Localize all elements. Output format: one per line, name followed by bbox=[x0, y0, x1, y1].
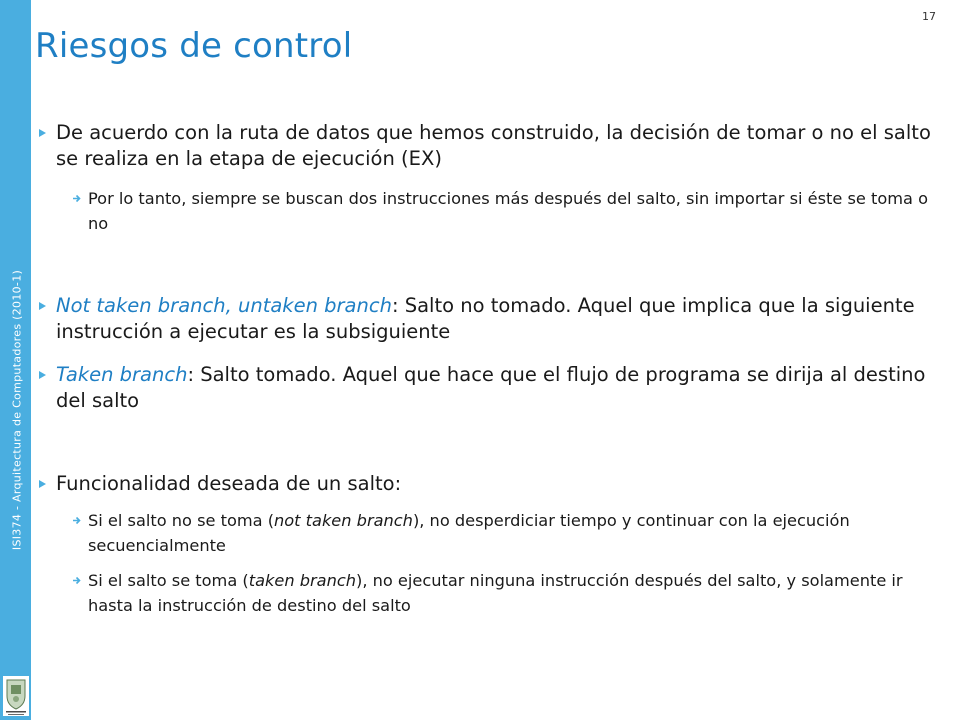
slide-number: 17 bbox=[922, 10, 936, 23]
sub-bullet-arrow-icon bbox=[72, 194, 81, 203]
bullet-1-sub bbox=[88, 186, 933, 236]
bullet-2 bbox=[56, 293, 936, 345]
bullet-3 bbox=[56, 362, 936, 414]
bullet-4-sub-1-term: not taken branch bbox=[274, 511, 413, 530]
bullet-arrow-icon bbox=[39, 129, 46, 137]
bullet-4-sub-1-text-a: Si el salto no se toma ( bbox=[88, 511, 275, 530]
bullet-4 bbox=[56, 471, 936, 497]
bullet-2-term: Not taken branch, untaken branch bbox=[56, 294, 392, 317]
sub-bullet-arrow-icon bbox=[72, 516, 81, 525]
bullet-arrow-icon bbox=[39, 371, 46, 379]
bullet-4-sub-2-text-b: ), no ejecutar ninguna instrucción después del salto, y solamente ir hasta la instrucción de destino del salto bbox=[88, 571, 903, 615]
bullet-4-sub-1-text-b: ), no desperdiciar tiempo y continuar con la ejecución secuencialmente bbox=[88, 511, 850, 555]
bullet-1 bbox=[56, 120, 936, 172]
bullet-3-text: : Salto tomado. Aquel que hace que el flujo de programa se dirija al destino del salto bbox=[56, 363, 926, 412]
bullet-arrow-icon bbox=[39, 480, 46, 488]
bullet-2-text: : Salto no tomado. Aquel que implica que la siguiente instrucción a ejecutar es la subsiguiente bbox=[56, 294, 915, 343]
bullet-4-sub-2-term: taken branch bbox=[248, 571, 356, 590]
bullet-3-term: Taken branch bbox=[56, 363, 188, 386]
bullet-4-sub-2-text-a: Si el salto se toma ( bbox=[88, 571, 249, 590]
bullet-4-sub-1 bbox=[88, 508, 933, 558]
bullet-1-sub-text: Por lo tanto, siempre se buscan dos instrucciones más después del salto, sin importar si éste se toma o no bbox=[88, 189, 929, 233]
course-label: ISI374 - Arquitectura de Computadores (2010-1) bbox=[10, 269, 24, 551]
slide-title: Riesgos de control bbox=[35, 26, 353, 66]
bullet-1-text: De acuerdo con la ruta de datos que hemos construido, la decisión de tomar o no el salto se realiza en la etapa de ejecución (EX) bbox=[56, 121, 931, 170]
bullet-4-sub-2 bbox=[88, 568, 933, 618]
bullet-arrow-icon bbox=[39, 302, 46, 310]
sub-bullet-arrow-icon bbox=[72, 576, 81, 585]
bullet-4-text: Funcionalidad deseada de un salto: bbox=[56, 472, 402, 495]
